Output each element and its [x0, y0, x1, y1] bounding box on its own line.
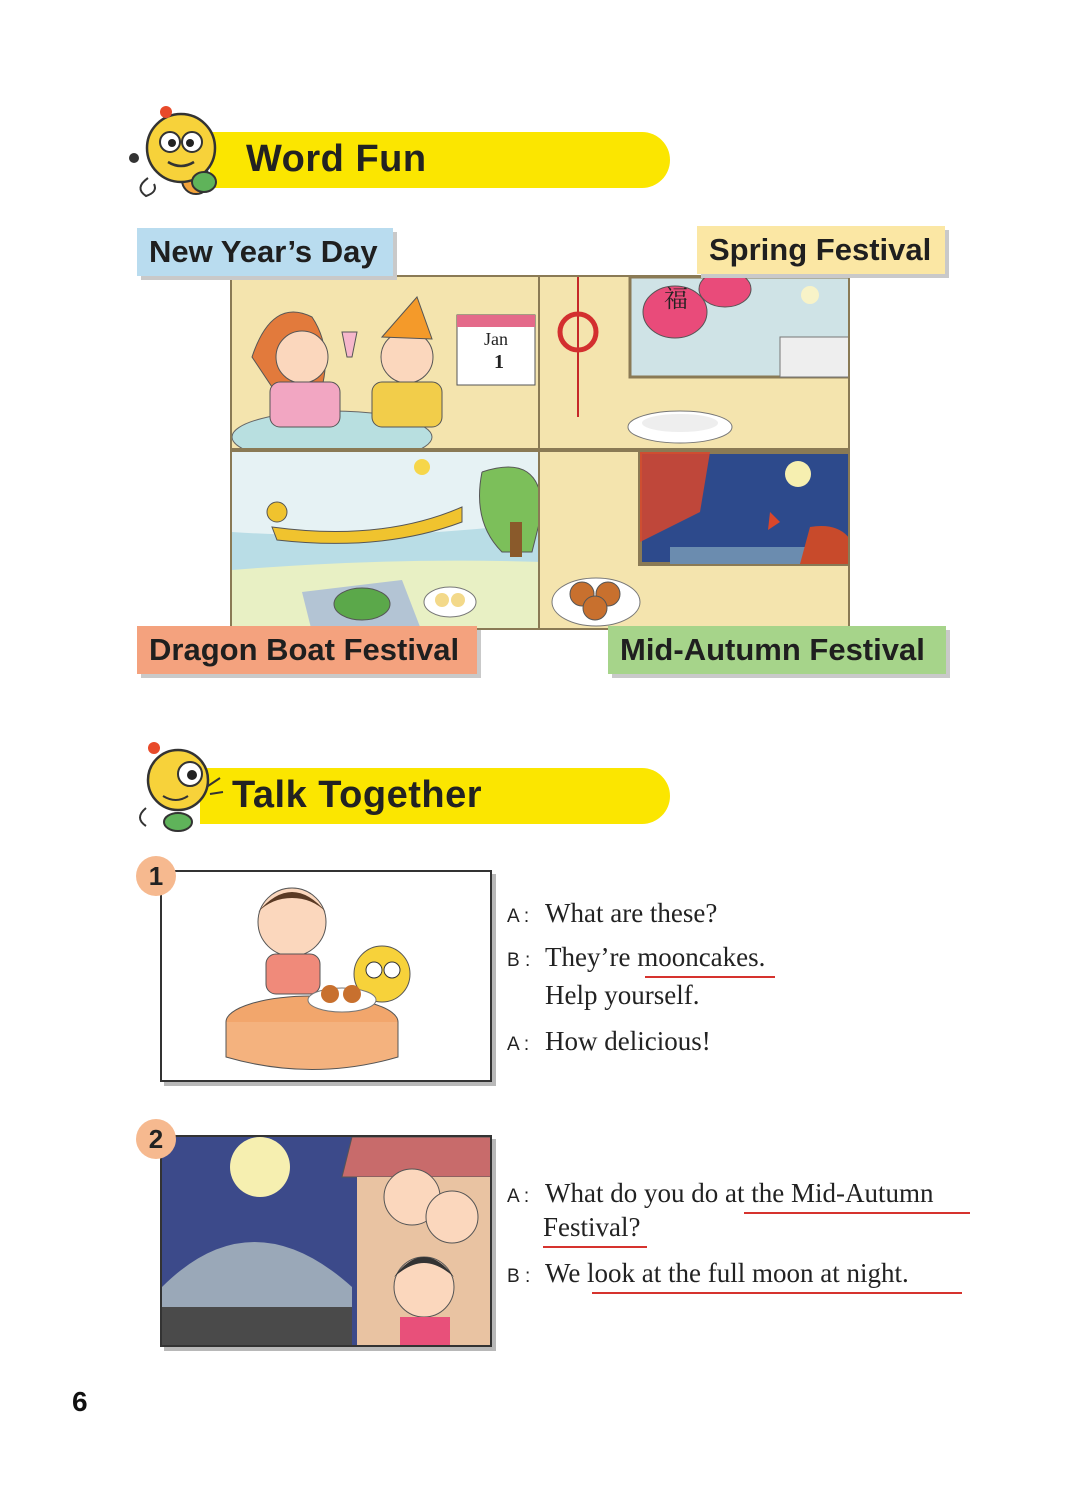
calendar-month: Jan: [484, 329, 508, 349]
calendar-day: 1: [494, 351, 504, 373]
speaker-b: B :: [507, 950, 531, 971]
label-spring-festival: Spring Festival: [697, 226, 945, 274]
dragon-boat-scene: [230, 450, 540, 630]
dialogue-1-number: 1: [136, 856, 176, 896]
dialogue-2-line-3: We look at the full moon at night.: [545, 1258, 909, 1288]
speaker-a: A :: [507, 1034, 530, 1055]
speaker-a: A :: [507, 1186, 530, 1207]
dialogue-1-picture: [160, 870, 492, 1082]
mascot-waving-icon: [128, 738, 228, 838]
dialogue-1-line-4: How delicious!: [545, 1026, 711, 1056]
mid-autumn-scene: [538, 450, 850, 630]
underline-mid-autumn-festival-2: [543, 1246, 647, 1248]
dialogue-1-line-2: They’re mooncakes.: [545, 942, 766, 972]
dialogue-1-line-3: Help yourself.: [545, 980, 700, 1010]
new-years-day-scene: [230, 275, 540, 450]
talk-together-title: Talk Together: [232, 774, 483, 816]
dragon-boat-illustration: [232, 452, 540, 630]
page-number: 6: [72, 1386, 88, 1417]
dialogue-2-number: 2: [136, 1119, 176, 1159]
speaker-a: A :: [507, 906, 530, 927]
speaker-b: B :: [507, 1266, 531, 1287]
label-new-years-day: New Year’s Day: [137, 228, 393, 276]
dialogue-2-line-1: What do you do at the Mid-Autumn: [545, 1178, 934, 1208]
label-mid-autumn-festival: Mid-Autumn Festival: [608, 626, 946, 674]
girl-mooncake-illustration: [162, 872, 492, 1082]
lantern-character: 福: [664, 285, 688, 313]
word-fun-title: Word Fun: [246, 138, 427, 180]
underline-mid-autumn-festival-1: [744, 1212, 970, 1214]
underline-mooncakes: [645, 976, 775, 978]
spring-festival-scene: [538, 275, 850, 450]
dialogue-1-line-1: What are these?: [545, 898, 718, 928]
spring-illustration: [540, 277, 850, 450]
mascot-icon: [126, 100, 236, 200]
family-moon-illustration: [162, 1137, 492, 1347]
dialogue-2-picture: [160, 1135, 492, 1347]
mid-autumn-illustration: [540, 452, 850, 630]
label-dragon-boat-festival: Dragon Boat Festival: [137, 626, 477, 674]
dialogue-2-line-2: Festival?: [543, 1212, 641, 1242]
underline-full-moon: [592, 1292, 962, 1294]
